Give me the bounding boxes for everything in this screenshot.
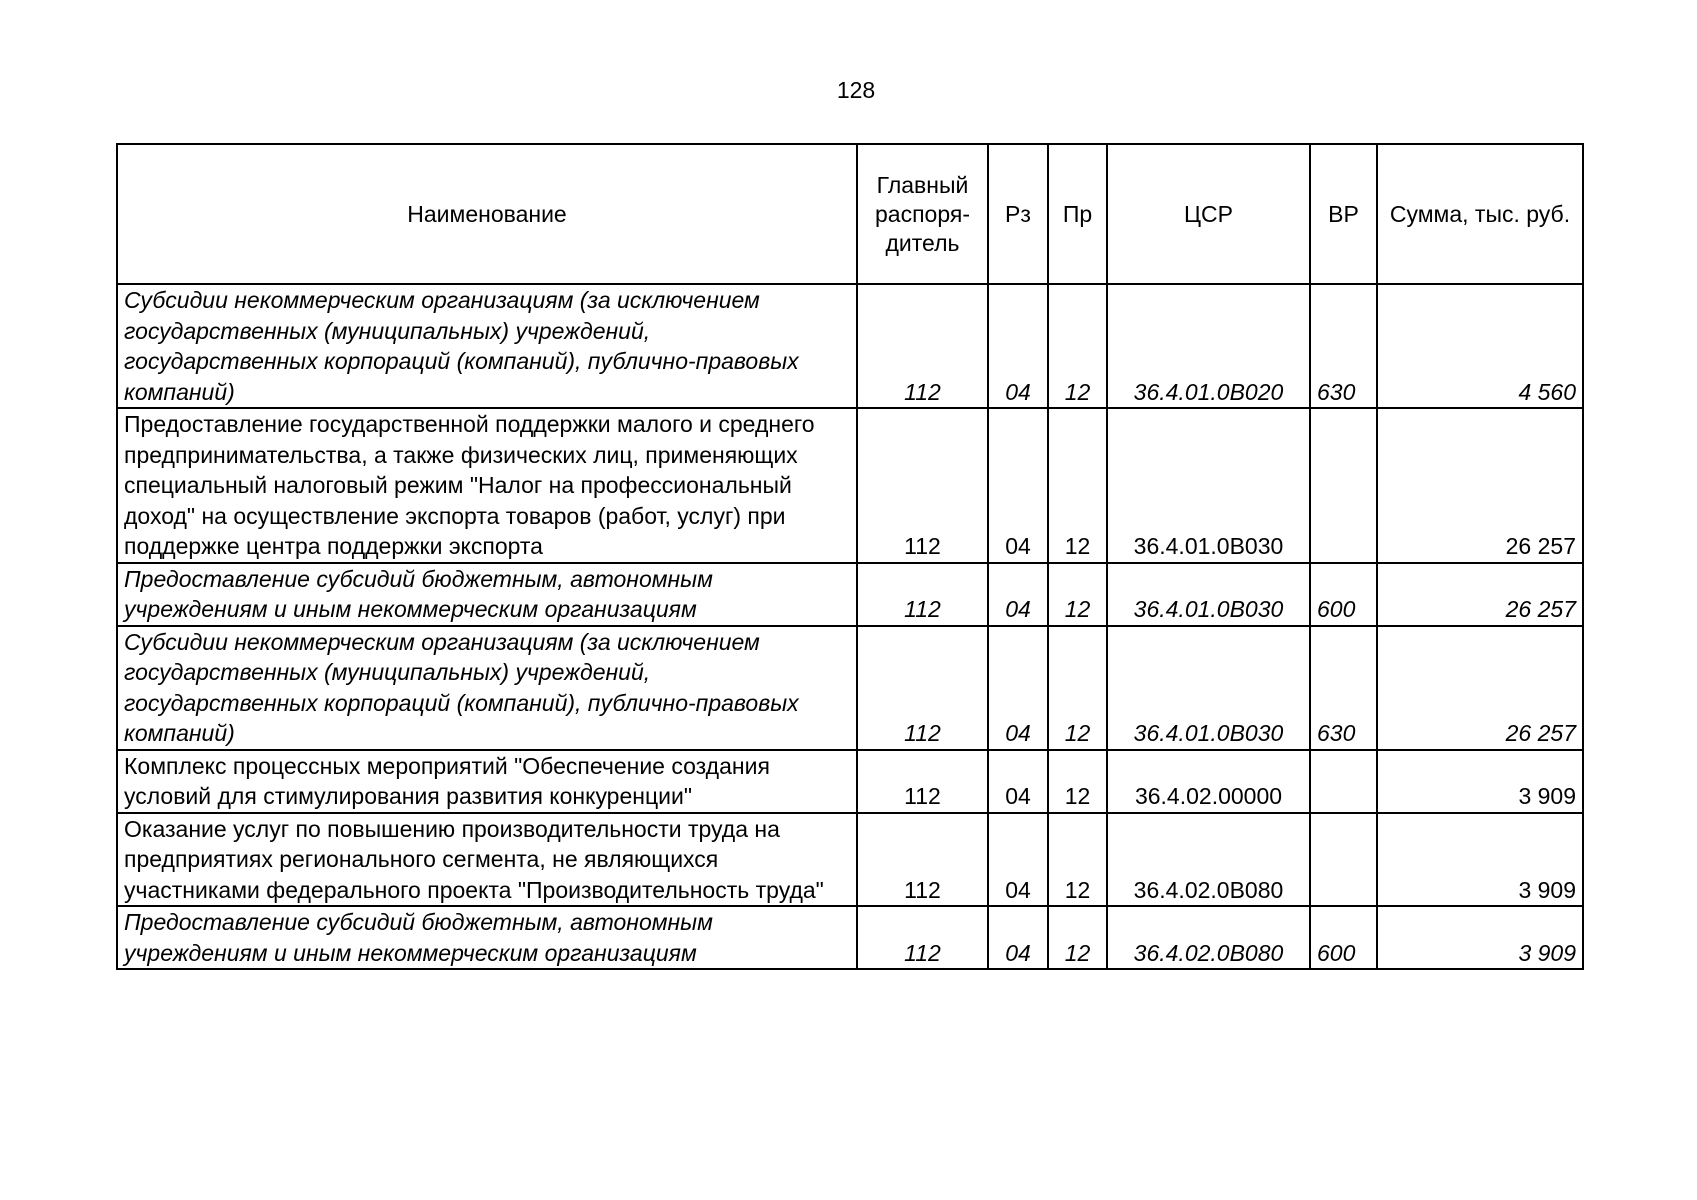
cell-pr: 12 — [1048, 284, 1107, 408]
cell-rz: 04 — [988, 563, 1048, 626]
table-row — [117, 626, 1583, 750]
cell-sum: 26 257 — [1377, 408, 1583, 563]
cell-name: Комплекс процессных мероприятий "Обеспечение создания условий для стимулирования развития конкуренции" — [117, 750, 857, 813]
cell-name: Предоставление государственной поддержки малого и среднего предпринимательства, а также физических лиц, применяющих специальный налоговый режим "Налог на профессиональный доход" на осуществление экспорта товаров (работ, услуг) при поддержке центра поддержки экспорта — [117, 408, 857, 563]
cell-name: Предоставление субсидий бюджетным, автономным учреждениям и иным некоммерческим организациям — [117, 563, 857, 626]
table-row — [117, 813, 1583, 907]
cell-csr: 36.4.01.0В030 — [1107, 626, 1310, 750]
cell-csr: 36.4.01.0В030 — [1107, 408, 1310, 563]
cell-csr: 36.4.02.0В080 — [1107, 906, 1310, 969]
cell-rz: 04 — [988, 750, 1048, 813]
cell-name: Субсидии некоммерческим организациям (за исключением государственных (муниципальных) учреждений, государственных корпораций (компаний), публично-правовых компаний) — [117, 284, 857, 408]
cell-vr — [1310, 813, 1377, 907]
table-row — [117, 563, 1583, 626]
cell-sum: 3 909 — [1377, 906, 1583, 969]
table-header-row — [117, 144, 1583, 284]
cell-pr: 12 — [1048, 906, 1107, 969]
cell-pr: 12 — [1048, 813, 1107, 907]
cell-csr: 36.4.01.0В030 — [1107, 563, 1310, 626]
cell-grbs: 112 — [857, 626, 988, 750]
cell-grbs: 112 — [857, 563, 988, 626]
header-csr: ЦСР — [1107, 144, 1310, 284]
cell-name: Оказание услуг по повышению производительности труда на предприятиях регионального сегмента, не являющихся участниками федерального проекта "Производительность труда" — [117, 813, 857, 907]
table-row — [117, 750, 1583, 813]
page-number: 128 — [836, 77, 876, 103]
cell-grbs: 112 — [857, 750, 988, 813]
cell-sum: 4 560 — [1377, 284, 1583, 408]
cell-name: Субсидии некоммерческим организациям (за исключением государственных (муниципальных) учреждений, государственных корпораций (компаний), публично-правовых компаний) — [117, 626, 857, 750]
cell-vr: 630 — [1310, 284, 1377, 408]
cell-csr: 36.4.02.00000 — [1107, 750, 1310, 813]
table-row — [117, 408, 1583, 563]
cell-rz: 04 — [988, 284, 1048, 408]
budget-table — [116, 143, 1584, 970]
cell-vr — [1310, 750, 1377, 813]
cell-vr — [1310, 408, 1377, 563]
header-pr: Пр — [1048, 144, 1107, 284]
cell-pr: 12 — [1048, 750, 1107, 813]
cell-sum: 26 257 — [1377, 563, 1583, 626]
header-name: Наименование — [117, 144, 857, 284]
cell-rz: 04 — [988, 906, 1048, 969]
table-row — [117, 906, 1583, 969]
cell-pr: 12 — [1048, 408, 1107, 563]
cell-rz: 04 — [988, 408, 1048, 563]
cell-rz: 04 — [988, 626, 1048, 750]
cell-sum: 3 909 — [1377, 750, 1583, 813]
cell-vr: 600 — [1310, 563, 1377, 626]
cell-rz: 04 — [988, 813, 1048, 907]
header-vr: ВР — [1310, 144, 1377, 284]
cell-vr: 630 — [1310, 626, 1377, 750]
cell-csr: 36.4.01.0В020 — [1107, 284, 1310, 408]
cell-sum: 3 909 — [1377, 813, 1583, 907]
cell-grbs: 112 — [857, 408, 988, 563]
table-row — [117, 284, 1583, 408]
table-body — [117, 284, 1583, 969]
cell-pr: 12 — [1048, 563, 1107, 626]
header-grbs: Главный распоря-дитель — [857, 144, 988, 284]
cell-grbs: 112 — [857, 813, 988, 907]
cell-sum: 26 257 — [1377, 626, 1583, 750]
header-rz: Рз — [988, 144, 1048, 284]
cell-pr: 12 — [1048, 626, 1107, 750]
cell-vr: 600 — [1310, 906, 1377, 969]
cell-csr: 36.4.02.0В080 — [1107, 813, 1310, 907]
header-sum: Сумма, тыс. руб. — [1377, 144, 1583, 284]
cell-grbs: 112 — [857, 284, 988, 408]
cell-grbs: 112 — [857, 906, 988, 969]
cell-name: Предоставление субсидий бюджетным, автономным учреждениям и иным некоммерческим организациям — [117, 906, 857, 969]
